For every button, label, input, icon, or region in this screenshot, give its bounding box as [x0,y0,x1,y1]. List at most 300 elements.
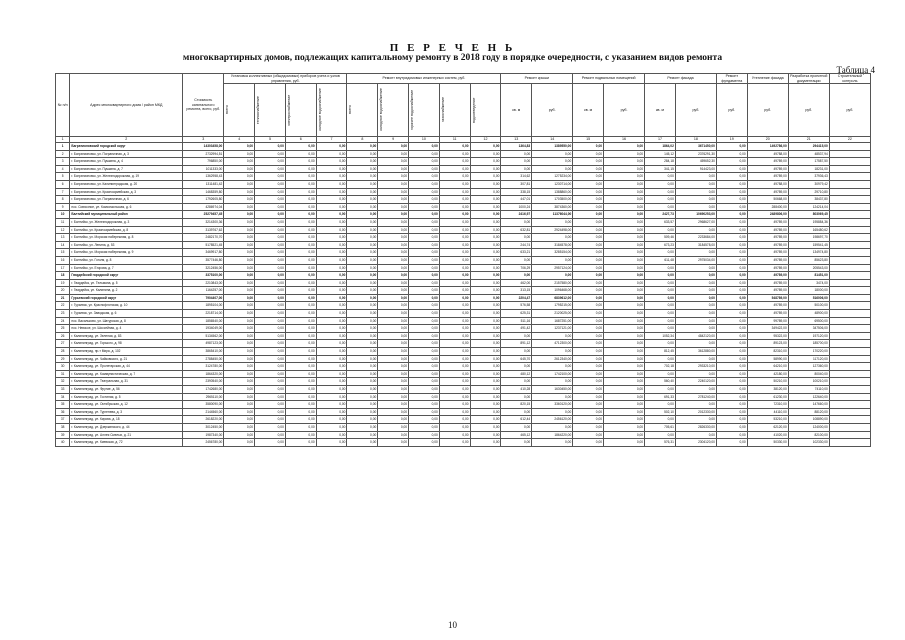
row-value: 0,00 [716,226,747,234]
row-value: 0,00 [378,241,409,249]
row-value: 0,00 [716,310,747,318]
row-value: 0,00 [470,393,501,401]
row-value: 0,00 [439,249,470,257]
row-value [829,211,870,219]
row-value: 0,00 [224,423,255,431]
row-value: 72310,00 [747,401,788,409]
table-row [56,370,871,378]
row-value: 0,00 [378,211,409,219]
row-value: 0,00 [470,241,501,249]
row-value: 0,00 [716,423,747,431]
table-row [56,310,871,318]
row-value: 50100,00 [788,302,829,310]
row-value: 0,00 [573,431,604,439]
row-value: 0,00 [501,165,532,173]
row-value: 0,00 [285,370,316,378]
row-value: 198697,70 [788,234,829,242]
row-address: пос. Невское, ул. Шоссейная, д. 4 [70,325,183,333]
row-value: 48537,94 [788,150,829,158]
row-value: 74110,00 [788,386,829,394]
row-value: 0,00 [645,355,676,363]
row-value: 2204,47 [501,294,532,302]
row-value: 0,00 [716,180,747,188]
row-value: 0,00 [716,363,747,371]
row-value [829,264,870,272]
row-value: 0,00 [604,287,645,295]
row-value: 0,00 [409,310,440,318]
row-value: 0,00 [573,241,604,249]
header-meters: Установка коллективных (общедомовых) приборов учета и узлов управления, руб. [224,74,347,84]
row-value: 0,00 [409,158,440,166]
row-value: 0,00 [347,332,378,340]
row-value: 0,00 [573,188,604,196]
row-value: 3184578,00 [532,241,573,249]
row-value: 0,00 [316,234,347,242]
row-value: 0,00 [285,348,316,356]
row-address: г. Калининград, ул. Театральная, д. 31 [70,378,183,386]
row-value: 0,00 [378,226,409,234]
row-value: 0,00 [470,310,501,318]
row-value: 0,00 [378,180,409,188]
row-address: г. Балтийск, ул. Егорова, д. 7 [70,264,183,272]
row-value: 0,00 [573,256,604,264]
row-value: 0,00 [645,340,676,348]
row-value: 0,00 [604,393,645,401]
row-value: 0,00 [470,363,501,371]
row-value: 195884,36 [788,218,829,226]
row-value: 124214,04 [788,203,829,211]
row-value [829,325,870,333]
row-value: 2612340,00 [532,355,573,363]
row-value: 0,00 [409,348,440,356]
row-value: 0,00 [224,416,255,424]
row-value: 49789,00 [747,256,788,264]
row-value: 0,00 [645,302,676,310]
row-number: 22 [56,302,70,310]
row-value: 0,00 [532,234,573,242]
table-row [56,249,871,257]
row-value [829,150,870,158]
row-value [829,256,870,264]
row-value: 0,00 [347,287,378,295]
row-value: 0,00 [255,272,286,280]
row-value: 0,00 [224,173,255,181]
row-number: 7 [56,188,70,196]
row-value: 691,33 [645,393,676,401]
row-number: 37 [56,416,70,424]
row-value: 0,00 [470,370,501,378]
row-value: 0,00 [285,203,316,211]
row-value: 1795215,00 [532,302,573,310]
row-value: 0,00 [255,226,286,234]
row-value: 0,00 [675,226,716,234]
row-value: 0,00 [347,294,378,302]
row-address: г. Балтийск, ул. Гоголя, д. 8 [70,256,183,264]
row-value: 0,00 [224,226,255,234]
row-value: 108890,00 [788,416,829,424]
row-value: 2924498,00 [532,226,573,234]
row-value: 0,00 [347,165,378,173]
row-value: 491,42 [501,325,532,333]
row-value: 0,00 [604,241,645,249]
row-value: 205543,00 [788,264,829,272]
header-utilities: Ремонт внутридомовых инженерных систем, руб. [347,74,501,84]
row-value: 0,00 [347,370,378,378]
row-value [829,431,870,439]
row-value: 0,00 [378,310,409,318]
row-value: 49789,00 [747,241,788,249]
row-value: 0,00 [316,431,347,439]
sub-header-label: кв. м [655,107,664,112]
row-value: 0,00 [604,249,645,257]
sub-header [501,84,532,137]
row-value: 85623,80 [788,256,829,264]
row-value: 2957124,00 [532,264,573,272]
row-value: 0,00 [409,340,440,348]
row-value: 0,00 [378,416,409,424]
sub-header [439,84,470,137]
column-number: 5 [255,137,286,143]
row-value: 0,00 [604,188,645,196]
row-value: 197120,00 [788,332,829,340]
row-value: 0,00 [439,150,470,158]
row-value: 0,00 [439,378,470,386]
row-value: 0,00 [675,317,716,325]
row-value: 0,00 [285,294,316,302]
row-value: 0,00 [378,158,409,166]
row-value: 2416,97 [501,211,532,219]
row-value: 0,00 [409,294,440,302]
row-address: пос. Васильково, ул. Шатурская, д. 8 [70,317,183,325]
row-value: 0,00 [255,431,286,439]
row-value: 0,00 [716,150,747,158]
row-value: 58990,00 [747,355,788,363]
row-address: г. Калининград, пр-т Мира, д. 102 [70,348,183,356]
row-number: 25 [56,325,70,333]
row-value: 0,00 [224,158,255,166]
row-value: 0,00 [285,188,316,196]
row-value: 0,00 [716,332,747,340]
row-value: 0,00 [470,416,501,424]
row-value: 0,00 [501,332,532,340]
row-value: 0,00 [255,241,286,249]
row-value: 0,00 [675,249,716,257]
row-value: 0,00 [532,378,573,386]
row-value: 0,00 [604,431,645,439]
row-value: 0,00 [347,279,378,287]
row-value: 706,29 [501,264,532,272]
row-value: 0,00 [285,386,316,394]
row-value: 10690253,00 [675,211,716,219]
row-value [829,158,870,166]
row-value: 0,00 [285,173,316,181]
row-value: 0,00 [285,241,316,249]
row-value: 0,00 [316,241,347,249]
row-value: 0,00 [316,173,347,181]
row-value: 0,00 [716,287,747,295]
row-value: 4712300,00 [532,340,573,348]
column-number: 11 [439,137,470,143]
row-value: 0,00 [501,378,532,386]
row-value: 0,00 [347,363,378,371]
row-value: 0,00 [378,249,409,257]
row-number: 9 [56,203,70,211]
table-row [56,173,871,181]
sub-header [788,84,829,137]
sub-header-label: холодное водоснабжение [379,88,384,132]
row-address: г. Гурьевск, ул. Заводская, д. 6 [70,310,183,318]
row-value: 0,00 [378,439,409,447]
row-value [829,378,870,386]
row-value: 0,00 [285,196,316,204]
header-construction-control: Строительный контроль [829,74,870,84]
row-value: 516006,00 [788,294,829,302]
row-number: 19 [56,279,70,287]
row-value: 0,00 [604,218,645,226]
row-value: 0,00 [470,203,501,211]
row-total: 2456780,00 [183,439,224,447]
row-address: г. Багратионовск, ул. Железнодорожная, д. 19 [70,173,183,181]
row-total: 3580090,00 [183,401,224,409]
document-subtitle: многоквартирных домов, подлежащих капитальному ремонту в 2018 году в порядке очередности, с указанием видов ремонта [182,53,723,63]
row-value: 159541,45 [788,241,829,249]
row-value: 0,00 [285,317,316,325]
row-address: г. Балтийск, ул. Красноармейская, д. 8 [70,226,183,234]
row-value: 509,46 [645,234,676,242]
row-address: г. Багратионовск, ул. Пушкина, д. 7 [70,165,183,173]
row-value: 102330,00 [788,439,829,447]
row-number: 39 [56,431,70,439]
row-total: 3469917,80 [183,249,224,257]
row-value: 0,00 [716,294,747,302]
row-value: 0,00 [470,401,501,409]
row-value: 0,00 [439,143,470,151]
row-value: 0,00 [573,416,604,424]
row-value: 576,58 [501,302,532,310]
table-row [56,165,871,173]
row-value: 0,00 [224,431,255,439]
sub-header [409,84,440,137]
row-value: 0,00 [439,416,470,424]
row-value: 0,00 [573,234,604,242]
table-header [56,74,871,143]
row-value: 0,00 [604,325,645,333]
row-value: 18231,00 [788,165,829,173]
row-value: 0,00 [255,287,286,295]
column-number: 10 [409,137,440,143]
row-value: 0,00 [316,401,347,409]
row-value: 0,00 [439,196,470,204]
row-value: 0,00 [439,363,470,371]
row-value: 0,00 [716,264,747,272]
row-value [829,408,870,416]
row-value: 0,00 [645,294,676,302]
row-value: 0,00 [716,188,747,196]
table-row [56,423,871,431]
row-value: 0,00 [604,386,645,394]
row-value: 4842120,00 [675,332,716,340]
row-value: 0,00 [439,218,470,226]
row-value: 0,00 [501,423,532,431]
row-value: 0,00 [573,340,604,348]
row-value: 0,00 [285,180,316,188]
row-value: 0,00 [439,180,470,188]
table-row [56,378,871,386]
row-value: 459652,30 [675,158,716,166]
row-value: 891,12 [501,340,532,348]
row-value: 0,00 [470,325,501,333]
row-value: 0,00 [604,143,645,151]
row-value: 0,00 [316,416,347,424]
row-value: 0,00 [645,287,676,295]
row-value: 0,00 [378,401,409,409]
row-value: 0,00 [255,203,286,211]
row-value: 0,00 [255,196,286,204]
row-value: 0,00 [716,249,747,257]
row-value: 0,00 [285,423,316,431]
row-value: 50210,00 [747,378,788,386]
row-value: 0,00 [675,370,716,378]
row-value: 0,00 [285,378,316,386]
row-total: 7904407,00 [183,294,224,302]
row-value: 0,00 [604,348,645,356]
row-value: 0,00 [470,340,501,348]
row-address: г. Балтийск, ул. Ленина, д. 53 [70,241,183,249]
column-number: 4 [224,137,255,143]
table-row [56,401,871,409]
row-value: 0,00 [378,317,409,325]
row-value: 480,12 [501,370,532,378]
row-value: 0,00 [675,302,716,310]
row-value: 0,00 [409,272,440,280]
row-value: 341,15 [645,165,676,173]
row-value [829,355,870,363]
row-value [829,370,870,378]
row-value: 0,00 [409,355,440,363]
row-value: 0,00 [604,363,645,371]
row-value: 0,00 [470,272,501,280]
row-value: 0,00 [409,287,440,295]
row-value: 0,00 [347,158,378,166]
row-value: 42180,00 [747,370,788,378]
row-value: 0,00 [439,264,470,272]
row-value: 1364,83 [501,143,532,151]
row-value: 0,00 [285,279,316,287]
row-value: 0,00 [285,340,316,348]
row-value: 0,00 [573,150,604,158]
table-row [56,272,871,280]
row-value: 0,00 [316,332,347,340]
row-value [829,196,870,204]
row-value: 122640,00 [788,393,829,401]
row-value [829,332,870,340]
row-value: 0,00 [285,158,316,166]
row-value: 0,00 [501,363,532,371]
row-value: 0,00 [470,256,501,264]
row-value: 447,01 [501,196,532,204]
sub-header [224,84,255,137]
row-value: 49789,00 [747,279,788,287]
row-address: г. Багратионовск, ул. Пушкина, д. 4 [70,158,183,166]
row-value: 0,00 [409,173,440,181]
row-value: 0,00 [645,279,676,287]
row-number: 36 [56,408,70,416]
row-value [829,218,870,226]
row-value: 0,00 [573,302,604,310]
table-row [56,256,871,264]
row-value: 0,00 [378,287,409,295]
table-row [56,317,871,325]
row-value: 0,00 [573,249,604,257]
row-value: 0,00 [378,234,409,242]
row-value: 0,00 [347,423,378,431]
row-address: пос. Совхозное, ул. Комсомольская, д. 6 [70,203,183,211]
row-number: 1 [56,143,70,151]
row-number: 17 [56,264,70,272]
row-value: 0,00 [347,378,378,386]
row-number: 31 [56,370,70,378]
row-value: 0,00 [645,188,676,196]
row-value: 0,00 [409,165,440,173]
row-value: 0,00 [285,431,316,439]
row-value [829,401,870,409]
row-value: 0,00 [501,272,532,280]
row-value: 0,00 [573,143,604,151]
table-row [56,241,871,249]
row-value: 0,00 [224,188,255,196]
row-value: 0,00 [470,196,501,204]
column-number: 16 [604,137,645,143]
row-value: 0,00 [439,332,470,340]
row-value: 0,00 [675,386,716,394]
row-value: 29710,80 [788,188,829,196]
row-value: 0,00 [347,325,378,333]
sub-header [829,84,870,137]
page-number: 10 [448,620,457,630]
row-value [829,272,870,280]
row-value: 0,00 [347,386,378,394]
row-value: 0,00 [409,332,440,340]
row-value: 0,00 [532,423,573,431]
row-value: 0,00 [470,226,501,234]
row-value: 0,00 [470,234,501,242]
sub-header-label: руб. [548,107,556,112]
row-value: 548789,00 [747,294,788,302]
row-value: 0,00 [573,310,604,318]
row-value: 0,00 [573,196,604,204]
row-value: 820,15 [501,401,532,409]
row-value: 0,00 [378,370,409,378]
row-value [829,249,870,257]
row-value: 53210,00 [747,416,788,424]
row-value [829,317,870,325]
row-address: г. Балтийск, ул. Железнодорожная, д. 3 [70,218,183,226]
row-value: 38437,80 [788,196,829,204]
row-value: 0,00 [378,393,409,401]
row-value: 0,00 [224,264,255,272]
row-value: 0,00 [409,226,440,234]
row-value: 0,00 [285,310,316,318]
table-row [56,180,871,188]
row-value: 0,00 [675,180,716,188]
row-total: 2210843,00 [183,279,224,287]
row-value: 0,00 [470,294,501,302]
row-value: 0,00 [378,378,409,386]
sub-header-label: кв. м [584,107,593,112]
row-value: 0,00 [285,211,316,219]
row-value: 0,00 [716,256,747,264]
row-value: 0,00 [378,150,409,158]
